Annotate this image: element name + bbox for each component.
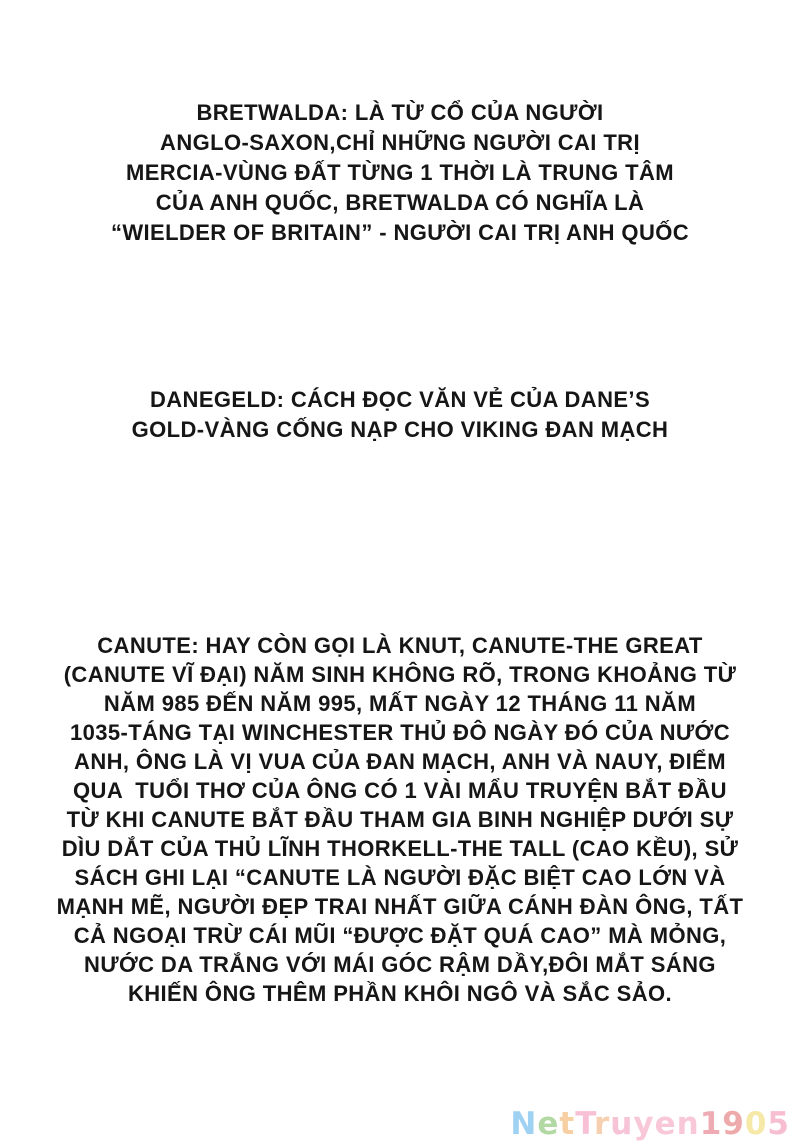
text-line: TỪ KHI CANUTE BẮT ĐẦU THAM GIA BINH NGHIỆP DƯỚI SỰ bbox=[66, 807, 734, 832]
text-line: GOLD-VÀNG CỐNG NẠP CHO VIKING ĐAN MẠCH bbox=[131, 417, 669, 442]
text-line: KHIẾN ÔNG THÊM PHẦN KHÔI NGÔ VÀ SẮC SẢO. bbox=[127, 981, 673, 1006]
text-line: SÁCH GHI LẠI “CANUTE LÀ NGƯỜI ĐẶC BIỆT CAO LỚN VÀ bbox=[74, 865, 726, 890]
text-line: “WIELDER OF BRITAIN” - NGƯỜI CAI TRỊ ANH QUỐC bbox=[110, 220, 690, 245]
text-line: DÌU DẮT CỦA THỦ LĨNH THORKELL-THE TALL (CAO KỀU), SỬ bbox=[61, 836, 739, 861]
text-line: ANH, ÔNG LÀ VỊ VUA CỦA ĐAN MẠCH, ANH VÀ NAUY, ĐIỂM bbox=[74, 749, 726, 774]
watermark-letter: T bbox=[575, 1106, 594, 1142]
text-line: MẠNH MẼ, NGƯỜI ĐẸP TRAI NHẤT GIỮA CÁNH ĐÀN ÔNG, TẤT bbox=[56, 894, 744, 919]
note-danegeld bbox=[0, 385, 800, 445]
text-line: DANEGELD: CÁCH ĐỌC VĂN VẺ CỦA DANE’S bbox=[149, 387, 651, 412]
watermark-letter: e bbox=[654, 1106, 677, 1142]
watermark-letter: 5 bbox=[767, 1106, 790, 1142]
text-line: 1035-TÁNG TẠI WINCHESTER THỦ ĐÔ NGÀY ĐÓ CỦA NƯỚC bbox=[69, 720, 731, 745]
watermark-letter: r bbox=[593, 1106, 611, 1142]
watermark-letter: e bbox=[537, 1106, 560, 1142]
text-line: NƯỚC DA TRẮNG VỚI MÁI GÓC RẬM DẦY,ĐÔI MẮT SÁNG bbox=[84, 952, 716, 977]
watermark-letter: 9 bbox=[722, 1106, 745, 1142]
text-line: CẢ NGOẠI TRỪ CÁI MŨI “ĐƯỢC ĐẶT QUÁ CAO” MÀ MỎNG, bbox=[73, 923, 727, 948]
text-line: (CANUTE VĨ ĐẠI) NĂM SINH KHÔNG RÕ, TRONG KHOẢNG TỪ bbox=[63, 662, 737, 687]
text-line: QUA TUỔI THƠ CỦA ÔNG CÓ 1 VÀI MẨU TRUYỆN BẮT ĐẦU bbox=[73, 778, 727, 803]
watermark-letter: t bbox=[559, 1106, 576, 1142]
text-line: CANUTE: HAY CÒN GỌI LÀ KNUT, CANUTE-THE GREAT bbox=[97, 633, 703, 658]
watermark-letter: u bbox=[610, 1106, 634, 1142]
text-line: BRETWALDA: LÀ TỪ CỔ CỦA NGƯỜI bbox=[196, 100, 604, 125]
text-line: NĂM 985 ĐẾN NĂM 995, MẤT NGÀY 12 THÁNG 11 NĂM bbox=[103, 691, 697, 716]
watermark-letter: N bbox=[510, 1106, 538, 1142]
watermark-letter: y bbox=[633, 1106, 655, 1142]
text-line: ANGLO-SAXON,CHỈ NHỮNG NGƯỜI CAI TRỊ bbox=[160, 130, 640, 155]
watermark-letter: 1 bbox=[699, 1106, 723, 1142]
note-canute bbox=[0, 631, 800, 1008]
text-line: MERCIA-VÙNG ĐẤT TỪNG 1 THỜI LÀ TRUNG TÂM bbox=[126, 160, 674, 185]
text-line: CỦA ANH QUỐC, BRETWALDA CÓ NGHĨA LÀ bbox=[155, 190, 645, 215]
watermark-letter: 0 bbox=[744, 1106, 768, 1142]
watermark-nettruyen1905 bbox=[510, 1106, 790, 1142]
watermark-letter: n bbox=[676, 1106, 700, 1142]
note-bretwalda bbox=[0, 98, 800, 248]
